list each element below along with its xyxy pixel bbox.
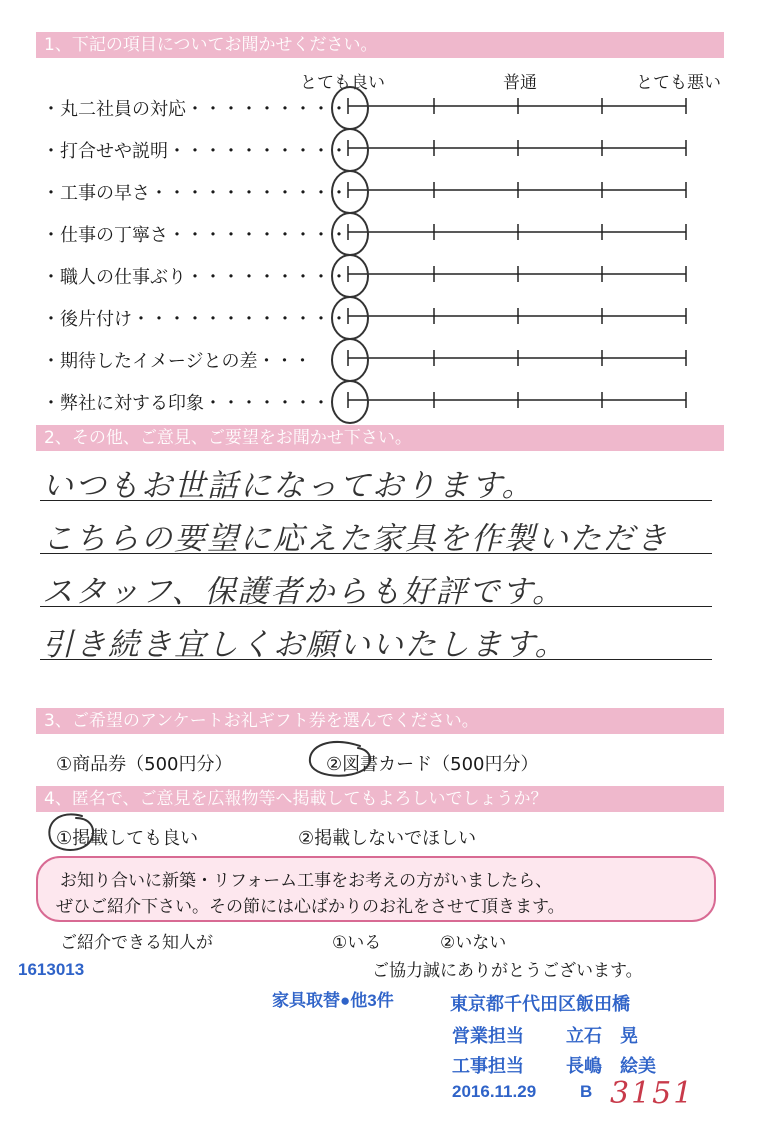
section2-header: 2、その他、ご意見、ご要望をお聞かせ下さい。 bbox=[36, 425, 724, 451]
rating-circle-mark bbox=[332, 87, 368, 129]
date: 2016.11.29 bbox=[452, 1082, 537, 1101]
notice-line-2: ぜひご紹介下さい。その節には心ばかりのお礼をさせて頂きます。 bbox=[56, 897, 565, 917]
location: 東京都千代田区飯田橋 bbox=[450, 994, 630, 1014]
gift-option-book-card[interactable]: ②図書カード（500円分） bbox=[326, 754, 539, 775]
construction-name: 長嶋 絵美 bbox=[566, 1056, 656, 1076]
scale-label-very-good: とても良い bbox=[300, 73, 385, 93]
rating-item-label: ・工事の早さ・・・・・・・・・・・ bbox=[42, 183, 348, 204]
rating-item-label: ・丸二社員の対応・・・・・・・・・ bbox=[42, 99, 348, 120]
section4-header: 4、匿名で、ご意見を広報物等へ掲載してもよろしいでしょうか？ bbox=[36, 786, 724, 812]
sales-label: 営業担当 bbox=[452, 1026, 524, 1046]
rating-circle-mark bbox=[332, 297, 368, 339]
publish-option-allow[interactable]: ①掲載しても良い bbox=[56, 828, 199, 849]
handwritten-number: 3151 bbox=[610, 1076, 695, 1111]
scale-label-average: 普通 bbox=[503, 73, 537, 93]
referral-option-no[interactable]: ②いない bbox=[440, 933, 507, 953]
rating-item-label: ・打合せや説明・・・・・・・・・・ bbox=[42, 141, 348, 162]
selected-circle-mark bbox=[42, 810, 102, 860]
comment-line-1: いつもお世話になっております。 bbox=[42, 468, 535, 504]
rating-item-label: ・仕事の丁寧さ・・・・・・・・・・ bbox=[42, 225, 348, 246]
comment-line-4: 引き続き宜しくお願いいたします。 bbox=[42, 627, 568, 663]
referral-label: ご紹介できる知人が bbox=[60, 933, 213, 953]
survey-code: 1613013 bbox=[18, 960, 85, 979]
comment-line-2: こちらの要望に応えた家具を作製いただき bbox=[42, 521, 669, 557]
referral-option-yes[interactable]: ①いる bbox=[332, 933, 382, 953]
notice-line-1: お知り合いに新築・リフォーム工事をお考えの方がいましたら、 bbox=[60, 871, 553, 891]
gift-option-gift-certificate[interactable]: ①商品券（500円分） bbox=[56, 754, 233, 775]
rating-circle-mark bbox=[332, 213, 368, 255]
rating-scales bbox=[0, 0, 767, 430]
rating-item-label: ・後片付け・・・・・・・・・・・・ bbox=[42, 309, 348, 330]
rating-item-label: ・期待したイメージとの差・・・ bbox=[42, 351, 312, 372]
rating-circle-mark bbox=[332, 129, 368, 171]
comment-line-3: スタッフ、保護者からも好評です。 bbox=[42, 574, 566, 610]
section1-header: 1、下記の項目についてお聞かせください。 bbox=[36, 32, 724, 58]
rating-circle-mark bbox=[332, 381, 368, 423]
rating-item-label: ・弊社に対する印象・・・・・・・ bbox=[42, 393, 330, 414]
sales-name: 立石 晃 bbox=[566, 1026, 638, 1046]
publish-option-deny[interactable]: ②掲載しないでほしい bbox=[298, 828, 477, 849]
construction-label: 工事担当 bbox=[452, 1056, 524, 1076]
rating-circle-mark bbox=[332, 171, 368, 213]
rank: B bbox=[580, 1082, 593, 1101]
rating-circle-mark bbox=[332, 339, 368, 381]
thanks-message: ご協力誠にありがとうございます。 bbox=[372, 961, 643, 981]
rating-item-label: ・職人の仕事ぶり・・・・・・・・・ bbox=[42, 267, 348, 288]
selected-circle-mark bbox=[300, 738, 380, 784]
scale-label-very-bad: とても悪い bbox=[636, 73, 721, 93]
section3-header: 3、ご希望のアンケートお礼ギフト券を選んでください。 bbox=[36, 708, 724, 734]
job-title: 家具取替●他3件 bbox=[272, 991, 394, 1010]
rating-circle-mark bbox=[332, 255, 368, 297]
